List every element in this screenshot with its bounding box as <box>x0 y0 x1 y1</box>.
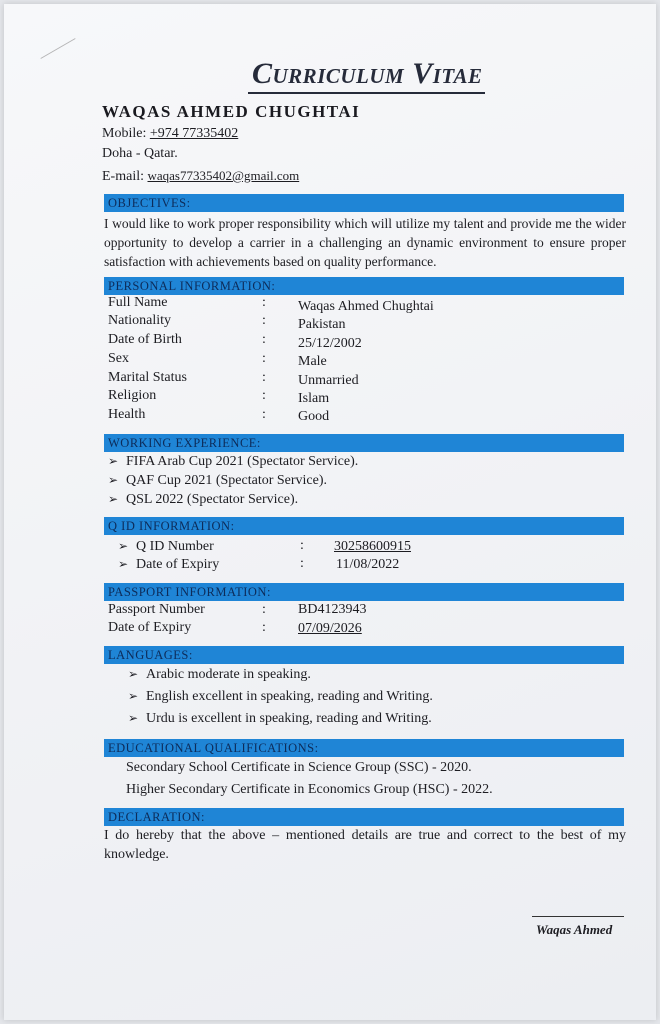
personal-value: Male <box>298 354 327 369</box>
arrow-bullet-icon: ➢ <box>128 711 139 725</box>
city: Doha - Qatar. <box>102 146 178 161</box>
colon: : <box>262 313 266 328</box>
work-item-text: QSL 2022 (Spectator Service). <box>126 492 299 507</box>
personal-label: Marital Status <box>108 370 187 385</box>
personal-value: Unmarried <box>298 373 359 388</box>
personal-value: 25/12/2002 <box>298 336 362 351</box>
mobile-line <box>102 126 238 142</box>
personal-label: Nationality <box>108 313 171 328</box>
language-item-text: Arabic moderate in speaking. <box>146 667 311 682</box>
paper-crease <box>40 38 75 59</box>
personal-value: Pakistan <box>298 317 346 332</box>
work-item-text: QAF Cup 2021 (Spectator Service). <box>126 473 328 488</box>
colon: : <box>262 295 266 310</box>
passport-label: Date of Expiry <box>108 620 192 635</box>
colon: : <box>262 620 266 635</box>
passport-expiry: 07/09/2026 <box>298 621 362 636</box>
personal-value: Waqas Ahmed Chughtai <box>298 299 434 314</box>
colon: : <box>262 370 266 385</box>
language-item <box>128 687 433 706</box>
section-header-qid: Q ID INFORMATION: <box>104 517 624 535</box>
section-header-personal: PERSONAL INFORMATION: <box>104 277 624 295</box>
arrow-bullet-icon: ➢ <box>128 667 139 681</box>
section-header-declaration: DECLARATION: <box>104 808 624 826</box>
signature-name: Waqas Ahmed <box>536 922 613 937</box>
cv-page <box>4 4 656 1020</box>
language-item-text: Urdu is excellent in speaking, reading and Writing. <box>146 711 432 726</box>
arrow-bullet-icon: ➢ <box>118 557 129 571</box>
section-header-education: EDUCATIONAL QUALIFICATIONS: <box>104 739 624 757</box>
email-address: waqas77335402@gmail.com <box>147 168 300 183</box>
signature-line <box>532 916 624 917</box>
objective-text: I would like to work proper responsibility which will utilize my talent and provide me the wider opportunity to develop a carrier in a challenging an dynamic environment to ensure proper satisfaction with achievements based on quality performance. <box>104 216 626 269</box>
arrow-bullet-icon: ➢ <box>108 492 119 506</box>
section-header-objectives: OBJECTIVES: <box>104 194 624 212</box>
personal-label: Sex <box>108 351 129 366</box>
arrow-bullet-icon: ➢ <box>108 473 119 487</box>
personal-value: Good <box>298 409 330 424</box>
colon: : <box>300 556 304 571</box>
language-item-text: English excellent in speaking, reading and Writing. <box>146 689 433 704</box>
qid-label-row <box>118 555 219 574</box>
document-title: Curriculum Vitae <box>248 56 485 94</box>
arrow-bullet-icon: ➢ <box>108 454 119 468</box>
email-label: E-mail: <box>102 169 144 184</box>
declaration-text: I do hereby that the above – mentioned details are true and correct to the best of my knowledge. <box>104 828 626 862</box>
arrow-bullet-icon: ➢ <box>128 689 139 703</box>
work-item <box>108 490 298 509</box>
language-item <box>128 665 311 684</box>
personal-label: Religion <box>108 388 157 403</box>
colon: : <box>262 351 266 366</box>
personal-value: Islam <box>298 391 330 406</box>
mobile-number: +974 77335402 <box>149 126 239 141</box>
personal-label: Date of Birth <box>108 332 182 347</box>
qid-number: 30258600915 <box>334 539 411 554</box>
section-header-languages: LANGUAGES: <box>104 646 624 664</box>
passport-number: BD4123943 <box>298 602 367 617</box>
email-line <box>102 168 299 185</box>
arrow-bullet-icon: ➢ <box>118 539 129 553</box>
work-item-text: FIFA Arab Cup 2021 (Spectator Service). <box>126 454 359 469</box>
qid-expiry: 11/08/2022 <box>336 557 400 572</box>
colon: : <box>262 602 266 617</box>
work-item <box>108 452 358 471</box>
personal-label: Full Name <box>108 295 168 310</box>
qid-label: Q ID Number <box>136 539 214 554</box>
section-header-passport: PASSPORT INFORMATION: <box>104 583 624 601</box>
candidate-name: WAQAS AHMED CHUGHTAI <box>102 102 361 121</box>
work-item <box>108 471 327 490</box>
qid-label-row <box>118 537 214 556</box>
education-item: Secondary School Certificate in Science Group (SSC) - 2020. <box>126 760 472 775</box>
colon: : <box>262 332 266 347</box>
education-item: Higher Secondary Certificate in Economics Group (HSC) - 2022. <box>126 782 493 797</box>
personal-label: Health <box>108 407 146 422</box>
colon: : <box>262 407 266 422</box>
qid-label: Date of Expiry <box>136 557 220 572</box>
mobile-label: Mobile: <box>102 126 147 141</box>
language-item <box>128 709 432 728</box>
colon: : <box>262 388 266 403</box>
passport-label: Passport Number <box>108 602 205 617</box>
section-header-working: WORKING EXPERIENCE: <box>104 434 624 452</box>
colon: : <box>300 538 304 553</box>
